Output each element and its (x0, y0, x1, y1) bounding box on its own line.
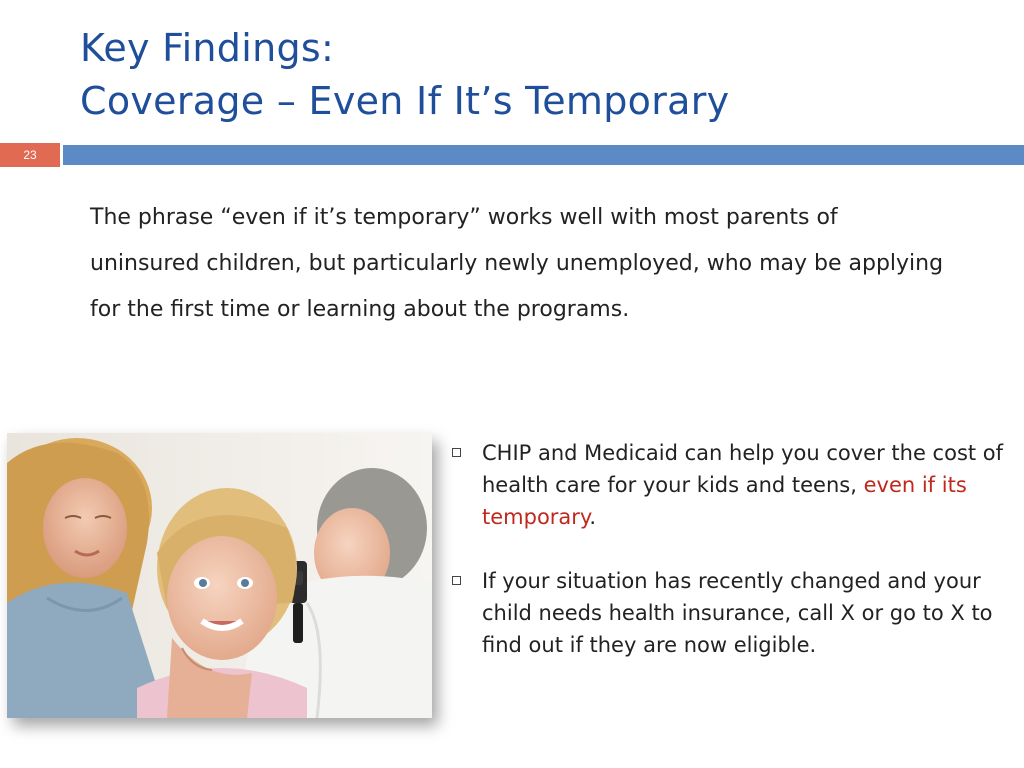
bullet-text: CHIP and Medicaid can help you cover the cost of health care for your kids and teens, (482, 441, 1004, 497)
slide-title (80, 22, 1000, 128)
title-line-2: Coverage – Even If It’s Temporary (80, 79, 730, 123)
title-rule-bar (63, 145, 1024, 165)
bullet-text-end: . (589, 505, 597, 529)
highlighted-phrase: even if its temporary (482, 473, 967, 529)
bullet-item-chip-medicaid (450, 437, 1020, 533)
slide-number: 23 (0, 143, 60, 167)
bullet-text: If your situation has recently changed and your child needs health insurance, call X or go to X to find out if they are now eligible. (482, 569, 993, 657)
photo-illustration (7, 433, 432, 718)
title-line-1: Key Findings: (80, 26, 335, 70)
square-bullet-icon (452, 576, 461, 585)
doctor-examining-child-photo (7, 433, 432, 718)
intro-paragraph: The phrase “even if it’s temporary” works well with most parents of uninsured children, but particularly newly unemployed, who may be applying for the first time or learning about the programs. (90, 205, 944, 322)
bullet-list (450, 437, 1020, 693)
bullet-item-situation-changed (450, 565, 1020, 661)
title-rule (0, 143, 1024, 167)
square-bullet-icon (452, 448, 461, 457)
